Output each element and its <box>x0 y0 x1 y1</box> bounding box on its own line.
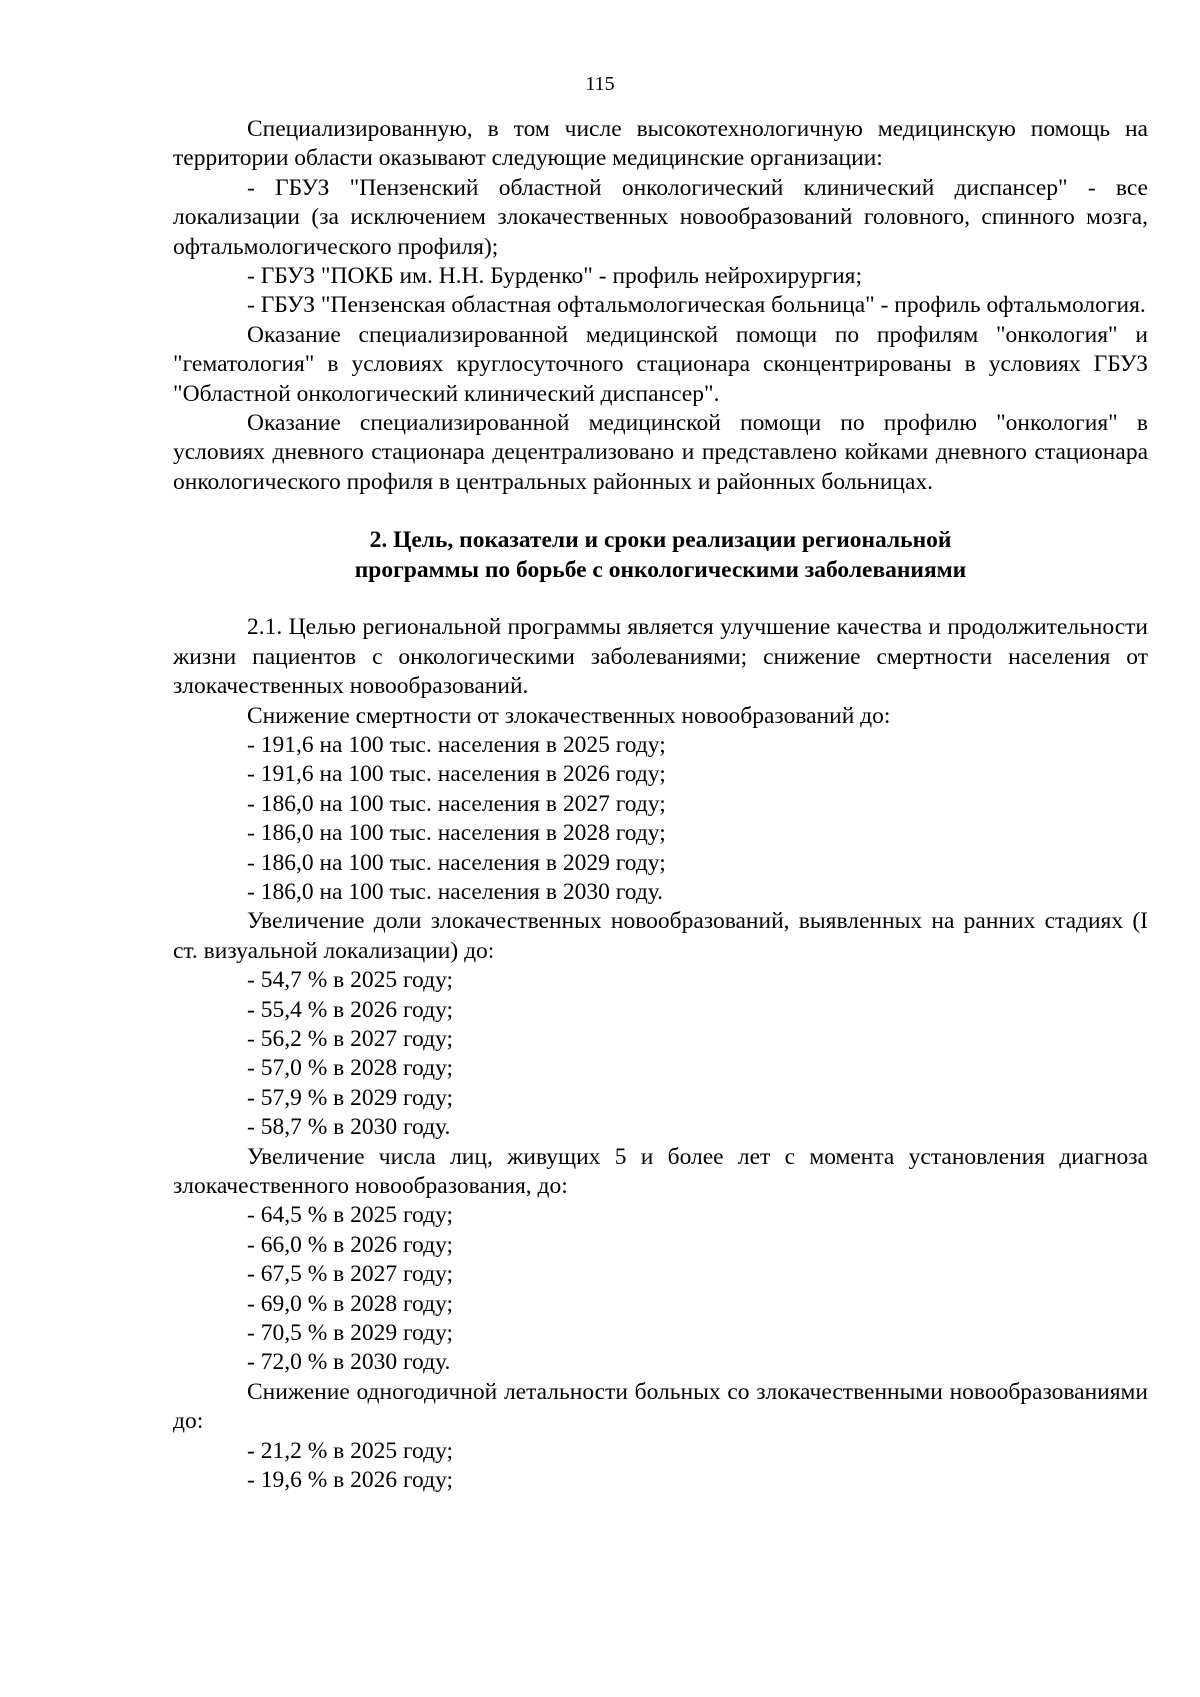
intro-paragraph: Специализированную, в том числе высокотехнологичную медицинскую помощь на территории области оказывают следующие медицинские организации: <box>173 116 1148 172</box>
indicator-item: - 58,7 % в 2030 году. <box>247 1114 451 1141</box>
page-content <box>173 115 1148 1495</box>
indicator-title: Увеличение числа лиц, живущих 5 и более лет с момента установления диагноза злокачественного новообразования, до: <box>173 1143 1148 1199</box>
indicator-item: - 57,0 % в 2028 году; <box>247 1055 454 1082</box>
indicator-item: - 55,4 % в 2026 году; <box>247 996 454 1023</box>
indicator-item: - 21,2 % в 2025 году; <box>247 1437 454 1464</box>
indicator-title: Увеличение доли злокачественных новообразований, выявленных на ранних стадиях (I ст. визуальной локализации) до: <box>173 908 1148 964</box>
indicator-item: - 56,2 % в 2027 году; <box>247 1025 454 1052</box>
indicator-item: - 19,6 % в 2026 году; <box>247 1467 454 1494</box>
body-paragraph: Оказание специализированной медицинской помощи по профилю "онкология" в условиях дневного стационара децентрализовано и представлено койками дневного стационара онкологического профиля в центральных районных и районных больницах. <box>173 410 1148 495</box>
indicator-item: - 186,0 на 100 тыс. населения в 2028 году; <box>247 820 666 847</box>
indicator-item: - 69,0 % в 2028 году; <box>247 1290 454 1317</box>
body-paragraph: Оказание специализированной медицинской помощи по профилям "онкология" и "гематология" в условиях круглосуточного стационара сконцентрированы в условиях ГБУЗ "Областной онкологический клинический диспансер". <box>173 321 1148 407</box>
organization-item: - ГБУЗ "Пензенская областная офтальмологическая больница" - профиль офтальмология. <box>247 292 1146 319</box>
indicator-title: Снижение одногодичной летальности больных со злокачественными новообразованиями до: <box>173 1378 1148 1435</box>
section-heading <box>173 525 1148 585</box>
indicator-item: - 186,0 на 100 тыс. населения в 2030 году. <box>247 878 664 905</box>
page-number: 115 <box>585 73 615 95</box>
indicator-item: - 72,0 % в 2030 году. <box>247 1349 451 1376</box>
section-heading-line: программы по борьбе с онкологическими заболеваниями <box>354 557 967 584</box>
indicator-item: - 191,6 на 100 тыс. населения в 2025 году; <box>247 731 666 758</box>
indicator-item: - 54,7 % в 2025 году; <box>247 967 454 994</box>
indicator-item: - 186,0 на 100 тыс. населения в 2027 году; <box>247 790 666 817</box>
indicator-item: - 66,0 % в 2026 году; <box>247 1231 454 1258</box>
indicator-item: - 186,0 на 100 тыс. населения в 2029 году; <box>247 849 666 876</box>
indicator-item: - 64,5 % в 2025 году; <box>247 1202 454 1229</box>
goal-paragraph: 2.1. Целью региональной программы является улучшение качества и продолжительности жизни пациентов с онкологическими заболеваниями; снижение смертности населения от злокачественных новообразований. <box>173 614 1148 700</box>
indicator-item: - 191,6 на 100 тыс. населения в 2026 году; <box>247 761 666 788</box>
section-heading-line: 2. Цель, показатели и сроки реализации региональной <box>369 527 952 554</box>
organization-item: - ГБУЗ "Пензенский областной онкологический клинический диспансер" - все локализации (за исключением злокачественных новообразований головного, спинного мозга, офтальмологического профиля); <box>173 174 1148 260</box>
organization-item: - ГБУЗ "ПОКБ им. Н.Н. Бурденко" - профиль нейрохирургия; <box>247 263 862 290</box>
indicator-item: - 57,9 % в 2029 году; <box>247 1084 454 1111</box>
indicator-title: Снижение смертности от злокачественных новообразований до: <box>247 702 891 729</box>
indicator-item: - 70,5 % в 2029 году; <box>247 1320 454 1347</box>
indicator-item: - 67,5 % в 2027 году; <box>247 1261 454 1288</box>
